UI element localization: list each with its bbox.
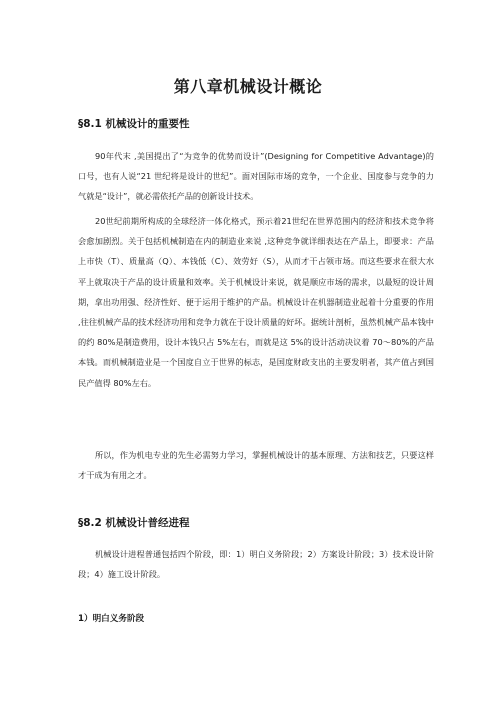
section-heading-8-2: §8.2 机械设计普经进程 xyxy=(78,517,190,529)
paragraph-2: 20世纪前期所构成的全球经济一体化格式，预示着21世纪在世界范围内的经济和技术竞争将会愈加剧烈。关于包括机械制造在内的制造业来说 ,这种竞争就详细表达在产品上，即要求：产品上市快（T）、质量高（Q）、本钱低（C）、效劳好（S），从而才干占领市场。而这些要求在很大水平上就取决于产品的设计质量和效率。关于机械设计来说，就是顺应市场的需求，以最短的设计周期，拿出功用强、经济性好、便于运用于维护的产品。机械设计在机器制造业起着十分重要的作用 ,往往机械产品的技术经济功用和竞争力就在于设计质量的好坏。据统计剖析，虽然机械产品本钱中的约 80%是制造费用，设计本钱只占 5%左右，而就是这 5%的设计活动决议着 70～80%的产品本钱。而机械制造业是一个国度自立于世界的标志，是国度财政支出的主要发明者，其产值占到国民产值得 80%左右。 xyxy=(78,216,434,388)
paragraph-1: 90年代末 ,美国提出了“为竞争的优势而设计”(Designing for Competitive Advantage)的口号，也有人说“21 世纪将是设计的世纪”。面对国际市场的竞争，一个企业、国度参与竞争的力气就是“设计”，就必需依托产品的创新设计技术。 xyxy=(78,151,434,202)
paragraph-4: 机械设计进程普通包括四个阶段，即：1）明白义务阶段；2）方案设计阶段；3）技术设计阶段；4）施工设计阶段。 xyxy=(78,549,434,580)
chapter-title: 第八章机械设计概论 xyxy=(173,77,323,96)
paragraph-3: 所以，作为机电专业的先生必需努力学习，掌握机械设计的基本原理、方法和技艺，只要这样才干成为有用之才。 xyxy=(78,450,434,481)
subheading-stage-1: 1）明白义务阶段 xyxy=(78,614,145,624)
section-heading-8-1: §8.1 机械设计的重要性 xyxy=(78,118,190,130)
